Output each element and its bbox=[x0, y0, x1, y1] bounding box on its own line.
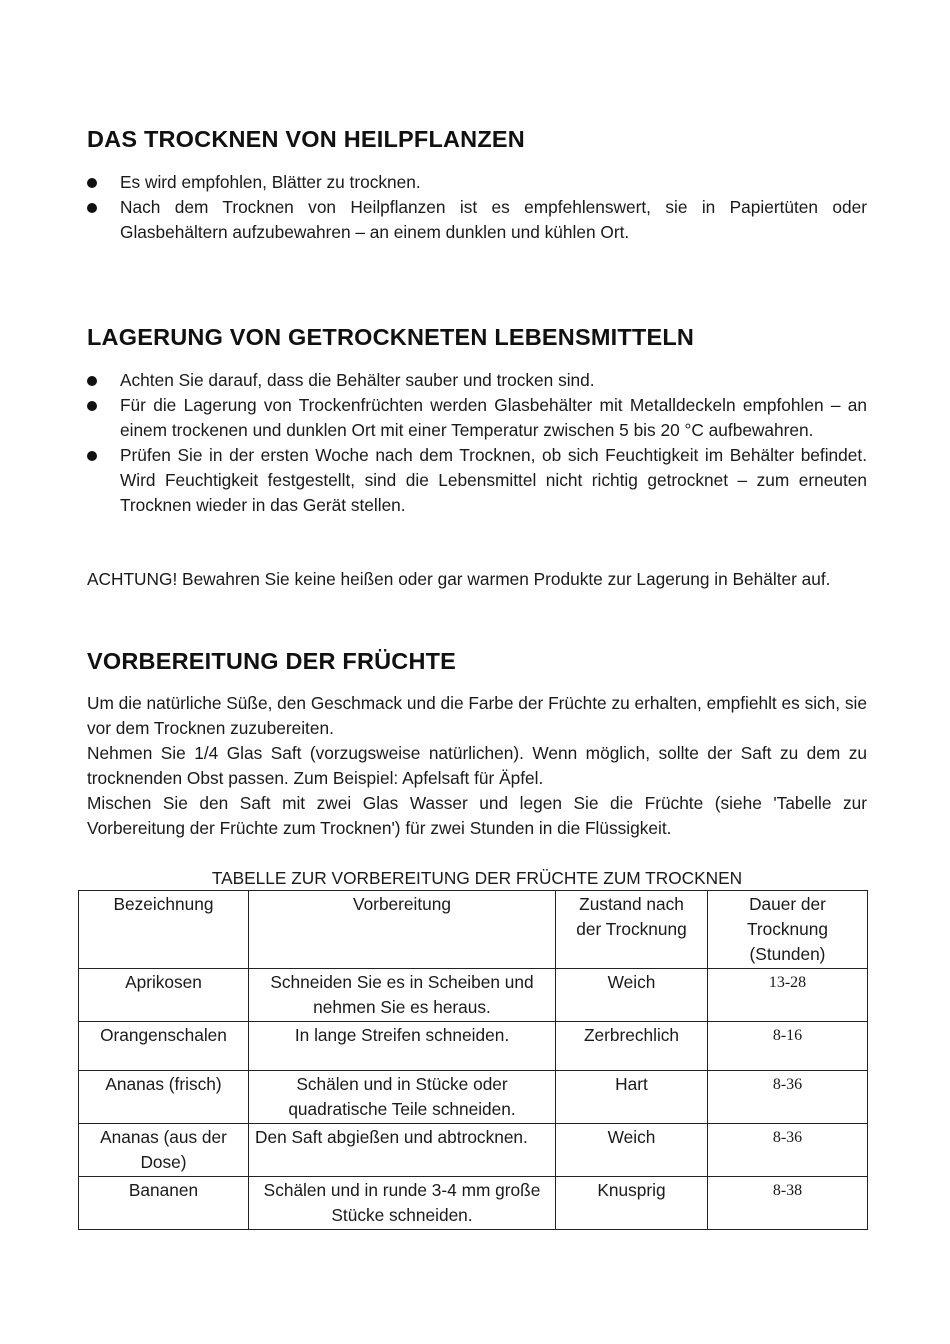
list-item: Für die Lagerung von Trockenfrüchten werden Glasbehälter mit Metalldeckeln empfohlen – an einem trockenen und dunklen Ort mit einer Temperatur zwischen 5 bis 20 °C aufbewahren. bbox=[87, 393, 867, 443]
state-cell: Weich bbox=[556, 969, 708, 1022]
state-cell: Zerbrechlich bbox=[556, 1022, 708, 1071]
column-header: Bezeichnung bbox=[79, 891, 249, 969]
mix-paragraph: Mischen Sie den Saft mit zwei Glas Wasser und legen Sie die Früchte (siehe 'Tabelle zur Vorbereitung der Früchte zum Trocknen') für zwei Stunden in die Flüssigkeit. bbox=[87, 793, 867, 838]
fruit-name-cell: Ananas (frisch) bbox=[79, 1071, 249, 1124]
column-header: Dauer der Trocknung (Stunden) bbox=[708, 891, 868, 969]
fruit-preparation-table bbox=[78, 890, 868, 1230]
table-caption: TABELLE ZUR VORBEREITUNG DER FRÜCHTE ZUM TROCKNEN bbox=[211, 868, 743, 888]
fruit-name-cell: Bananen bbox=[79, 1177, 249, 1230]
lagerung-list bbox=[87, 368, 867, 518]
preparation-cell: Schälen und in Stücke oder quadratische Teile schneiden. bbox=[249, 1071, 556, 1124]
duration-cell: 8-38 bbox=[708, 1177, 868, 1230]
preparation-cell: Schneiden Sie es in Scheiben und nehmen Sie es heraus. bbox=[249, 969, 556, 1022]
table-row bbox=[79, 1177, 868, 1230]
preparation-cell: In lange Streifen schneiden. bbox=[249, 1022, 556, 1071]
fruit-name-cell: Aprikosen bbox=[79, 969, 249, 1022]
bullet-icon bbox=[87, 376, 97, 386]
preparation-cell: Den Saft abgießen und abtrocknen. bbox=[249, 1124, 556, 1177]
preparation-cell: Schälen und in runde 3-4 mm große Stücke schneiden. bbox=[249, 1177, 556, 1230]
warning-note: ACHTUNG! Bewahren Sie keine heißen oder gar warmen Produkte zur Lagerung in Behälter auf. bbox=[87, 569, 831, 589]
list-item: Nach dem Trocknen von Heilpflanzen ist es empfehlenswert, sie in Papiertüten oder Glasbehältern aufzubewahren – an einem dunklen und kühlen Ort. bbox=[87, 195, 867, 245]
fruit-name-cell: Orangenschalen bbox=[79, 1022, 249, 1071]
duration-cell: 8-36 bbox=[708, 1124, 868, 1177]
intro-paragraph: Um die natürliche Süße, den Geschmack und die Farbe der Früchte zu erhalten, empfiehlt es sich, sie vor dem Trocknen zuzubereiten. bbox=[87, 693, 867, 738]
state-cell: Knusprig bbox=[556, 1177, 708, 1230]
table-row bbox=[79, 1071, 868, 1124]
list-item: Es wird empfohlen, Blätter zu trocknen. bbox=[87, 170, 867, 195]
section-heading-lagerung: LAGERUNG VON GETROCKNETEN LEBENSMITTELN bbox=[87, 324, 695, 350]
duration-cell: 8-16 bbox=[708, 1022, 868, 1071]
duration-cell: 13-28 bbox=[708, 969, 868, 1022]
bullet-icon bbox=[87, 451, 97, 461]
bullet-icon bbox=[87, 203, 97, 213]
state-cell: Weich bbox=[556, 1124, 708, 1177]
table-row bbox=[79, 1124, 868, 1177]
duration-cell: 8-36 bbox=[708, 1071, 868, 1124]
fruit-name-cell: Ananas (aus der Dose) bbox=[79, 1124, 249, 1177]
table-header-row bbox=[79, 891, 868, 969]
list-item: Prüfen Sie in der ersten Woche nach dem Trocknen, ob sich Feuchtigkeit im Behälter befindet. Wird Feuchtigkeit festgestellt, sind die Lebensmittel nicht richtig getrocknet – zum erneuten Trocknen wieder in das Gerät stellen. bbox=[87, 443, 867, 518]
juice-paragraph: Nehmen Sie 1/4 Glas Saft (vorzugsweise natürlichen). Wenn möglich, sollte der Saft zu dem zu trocknenden Obst passen. Zum Beispiel: Apfelsaft für Äpfel. bbox=[87, 743, 867, 788]
list-item: Achten Sie darauf, dass die Behälter sauber und trocken sind. bbox=[87, 368, 867, 393]
bullet-icon bbox=[87, 178, 97, 188]
section-heading-vorbereitung: VORBEREITUNG DER FRÜCHTE bbox=[87, 648, 457, 674]
column-header: Zustand nach der Trocknung bbox=[556, 891, 708, 969]
heilpflanzen-list bbox=[87, 170, 867, 245]
table-row bbox=[79, 969, 868, 1022]
column-header: Vorbereitung bbox=[249, 891, 556, 969]
section-heading-heilpflanzen: DAS TROCKNEN VON HEILPFLANZEN bbox=[87, 126, 525, 152]
bullet-icon bbox=[87, 401, 97, 411]
state-cell: Hart bbox=[556, 1071, 708, 1124]
table-row bbox=[79, 1022, 868, 1071]
